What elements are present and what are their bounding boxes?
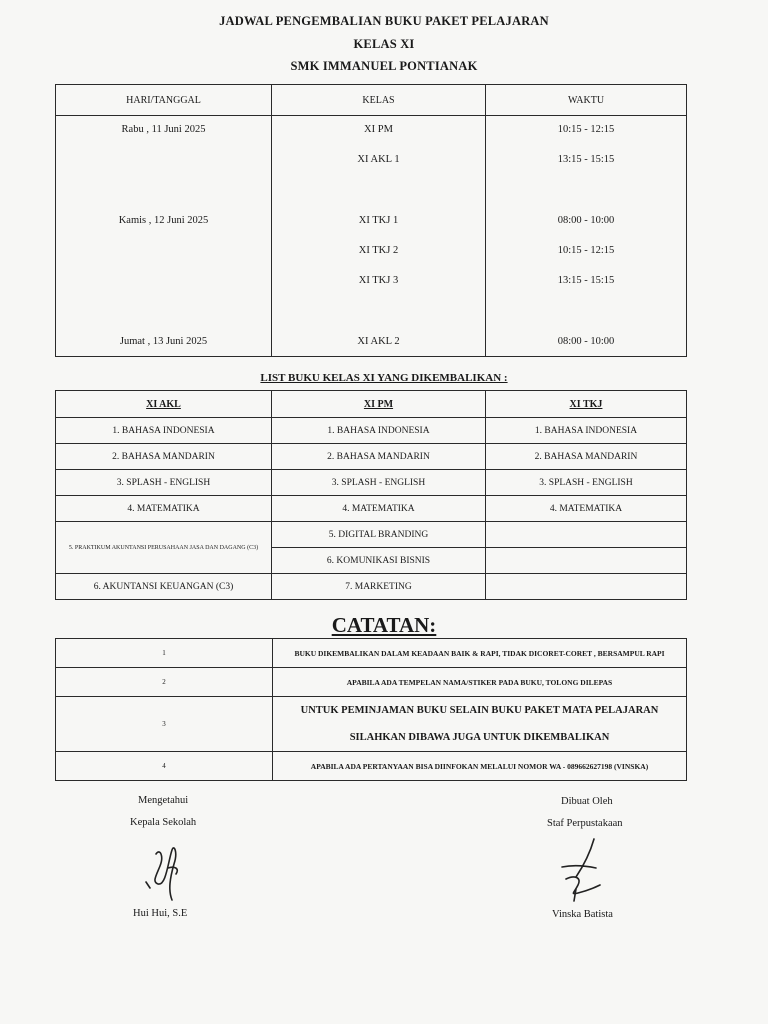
note-text: APABILA ADA PERTANYAAN BISA DIINFOKAN MELALUI NOMOR WA - 089662627198 (VINSKA)	[273, 752, 687, 781]
signature-right-name: Vinska Batista	[552, 909, 613, 920]
notes-table	[55, 638, 687, 781]
schedule-body-row	[56, 116, 687, 357]
day-wednesday: Rabu , 11 Juni 2025	[121, 124, 206, 135]
signature-left-line1: Mengetahui	[138, 795, 189, 806]
book-cell: 6. AKUNTANSI KEUANGAN (C3)	[56, 574, 272, 600]
time-entry: 13:15 - 15:15	[557, 154, 615, 165]
class-entry: XI TKJ 2	[358, 245, 399, 256]
day-thursday: Kamis , 12 Juni 2025	[118, 215, 209, 226]
time-entry: 13:15 - 15:15	[557, 275, 615, 286]
time-entry: 08:00 - 10:00	[557, 215, 615, 226]
books-col-tkj: XI TKJ	[486, 391, 687, 418]
table-row	[56, 668, 687, 697]
class-entry: XI TKJ 3	[358, 275, 399, 286]
note-text: UNTUK PEMINJAMAN BUKU SELAIN BUKU PAKET MATA PELAJARAN	[300, 705, 659, 716]
signature-left-mark	[138, 842, 198, 912]
book-cell: 4. MATEMATIKA	[486, 496, 687, 522]
signature-right-line2: Staf Perpustakaan	[547, 818, 623, 829]
note-number: 1	[56, 639, 273, 668]
note-number: 3	[56, 697, 273, 752]
schedule-col-day: HARI/TANGGAL	[56, 85, 272, 116]
table-row	[56, 470, 687, 496]
schedule-col-class: KELAS	[272, 85, 486, 116]
signature-right-mark	[552, 835, 612, 905]
class-entry: XI TKJ 1	[358, 215, 399, 226]
table-row	[56, 752, 687, 781]
doc-subtitle-school: SMK IMMANUEL PONTIANAK	[290, 59, 478, 73]
time-entry: 08:00 - 10:00	[557, 336, 615, 347]
book-cell: 4. MATEMATIKA	[56, 496, 272, 522]
table-row	[56, 574, 687, 600]
doc-subtitle-class: KELAS XI	[353, 37, 415, 51]
notes-title: CATATAN:	[331, 613, 437, 637]
book-cell: 3. SPLASH - ENGLISH	[486, 470, 687, 496]
note-text: SILAHKAN DIBAWA JUGA UNTUK DIKEMBALIKAN	[349, 732, 610, 743]
class-entry: XI AKL 2	[357, 336, 400, 347]
books-col-pm: XI PM	[272, 391, 486, 418]
book-cell: 7. MARKETING	[272, 574, 486, 600]
table-row	[56, 697, 687, 752]
books-header-row	[56, 391, 687, 418]
schedule-col-time: WAKTU	[486, 85, 687, 116]
day-friday: Jumat , 13 Juni 2025	[119, 336, 208, 347]
note-number: 2	[56, 668, 273, 697]
book-cell-empty	[486, 574, 687, 600]
table-row	[56, 639, 687, 668]
books-col-akl: XI AKL	[56, 391, 272, 418]
book-cell: 5. DIGITAL BRANDING	[272, 522, 486, 548]
book-cell: 6. KOMUNIKASI BISNIS	[272, 548, 486, 574]
book-cell: 3. SPLASH - ENGLISH	[56, 470, 272, 496]
books-heading: LIST BUKU KELAS XI YANG DIKEMBALIKAN :	[260, 372, 508, 384]
schedule-times-cell	[486, 116, 687, 357]
note-text: APABILA ADA TEMPELAN NAMA/STIKER PADA BUKU, TOLONG DILEPAS	[273, 668, 687, 697]
book-cell-empty	[486, 522, 687, 548]
book-cell: 2. BAHASA MANDARIN	[486, 444, 687, 470]
table-row	[56, 444, 687, 470]
doc-title: JADWAL PENGEMBALIAN BUKU PAKET PELAJARAN	[219, 14, 549, 28]
schedule-classes-cell	[272, 116, 486, 357]
note-text: BUKU DIKEMBALIKAN DALAM KEADAAN BAIK & RAPI, TIDAK DICORET-CORET , BERSAMPUL RAPI	[273, 639, 687, 668]
book-cell: 5. PRAKTIKUM AKUNTANSI PERUSAHAAN JASA DAN DAGANG (C3)	[56, 522, 272, 574]
table-row	[56, 496, 687, 522]
class-entry: XI PM	[364, 124, 393, 135]
book-cell: 3. SPLASH - ENGLISH	[272, 470, 486, 496]
class-entry: XI AKL 1	[357, 154, 400, 165]
schedule-header-row	[56, 85, 687, 116]
book-cell: 1. BAHASA INDONESIA	[56, 418, 272, 444]
table-row	[56, 522, 687, 548]
book-cell: 4. MATEMATIKA	[272, 496, 486, 522]
time-entry: 10:15 - 12:15	[557, 124, 615, 135]
signature-left-name: Hui Hui, S.E	[133, 908, 188, 919]
note-text-multi	[273, 697, 687, 752]
book-cell: 2. BAHASA MANDARIN	[272, 444, 486, 470]
book-cell: 2. BAHASA MANDARIN	[56, 444, 272, 470]
book-cell: 1. BAHASA INDONESIA	[486, 418, 687, 444]
books-table	[55, 390, 687, 600]
book-cell: 1. BAHASA INDONESIA	[272, 418, 486, 444]
schedule-days-cell	[56, 116, 272, 357]
time-entry: 10:15 - 12:15	[557, 245, 615, 256]
note-number: 4	[56, 752, 273, 781]
signature-right-line1: Dibuat Oleh	[561, 796, 613, 807]
table-row	[56, 418, 687, 444]
book-cell-empty	[486, 548, 687, 574]
signature-left-line2: Kepala Sekolah	[130, 817, 197, 828]
schedule-table	[55, 84, 687, 357]
